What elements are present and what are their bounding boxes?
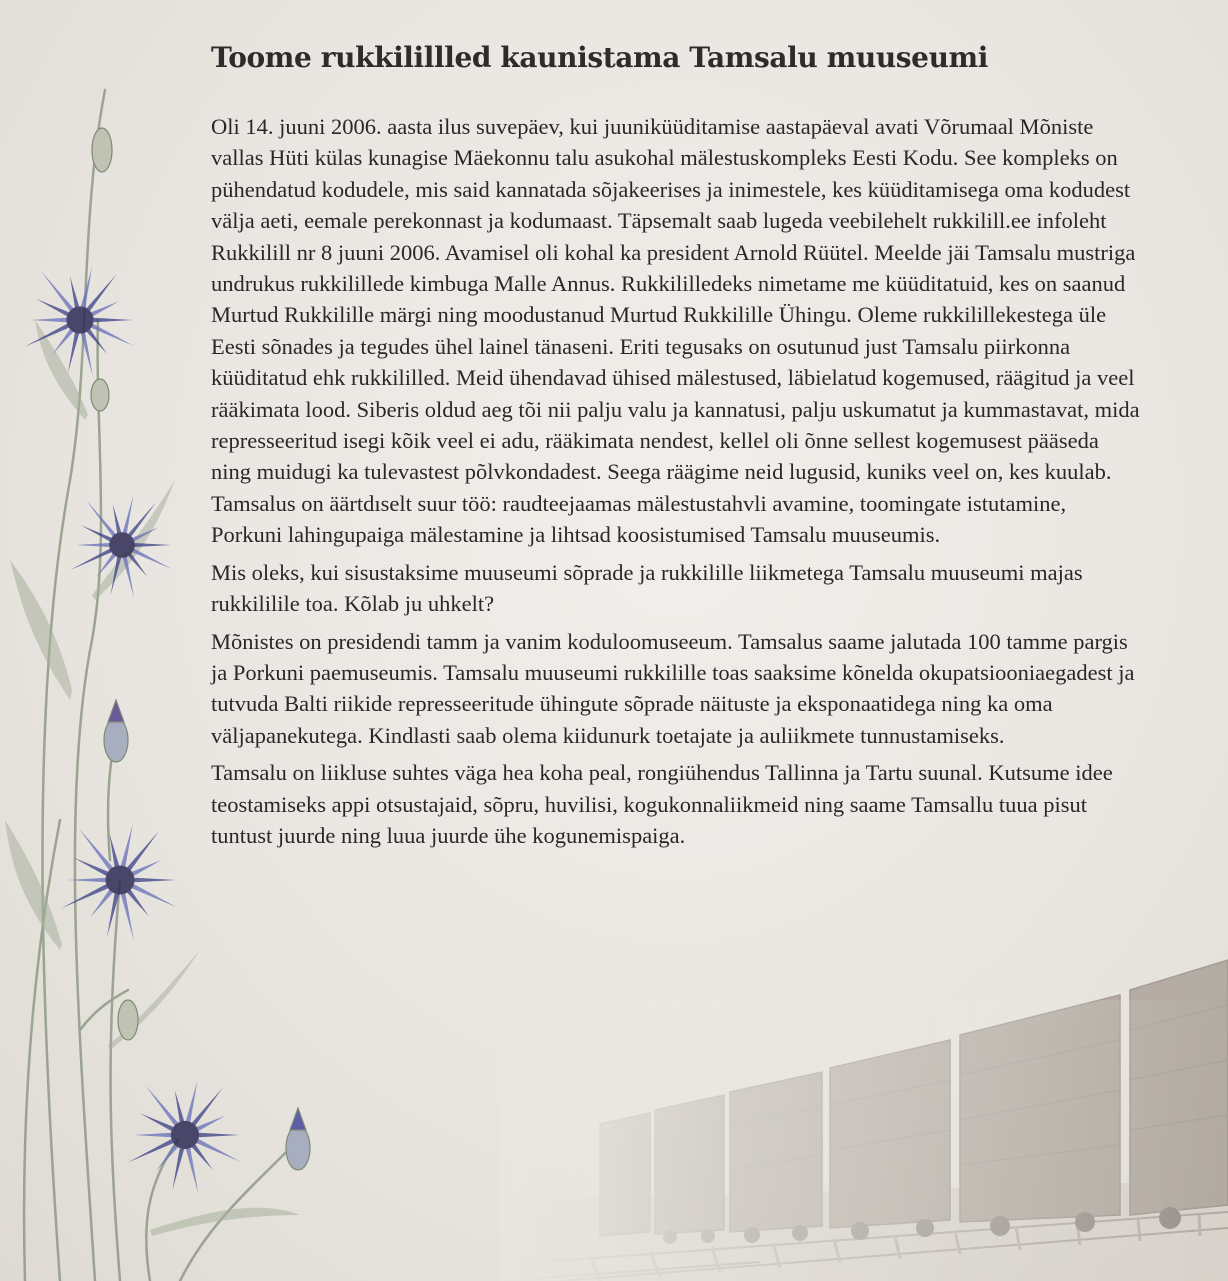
cornflower-petal bbox=[68, 878, 106, 883]
cornflower-petal bbox=[31, 318, 67, 322]
cornflower-head-1 bbox=[25, 267, 134, 377]
cornflower-petal bbox=[121, 824, 133, 867]
cornflower-center bbox=[106, 866, 135, 895]
article-paragraph-2: Mis oleks, kui sisustaksime muuseumi sõprade ja rukkilille liikmetega Tamsalu muuseumi majas rukkililile toa. Kõlab ju uhkelt? bbox=[211, 559, 1083, 617]
cornflower-center bbox=[171, 1121, 199, 1149]
cornflower-petal bbox=[70, 276, 79, 307]
cornflower-petal bbox=[68, 333, 79, 374]
cornflower-head-3 bbox=[61, 824, 177, 941]
article-paragraph-4: Tamsalu on liikluse suhtes väga hea koha peal, rongiühendus Tallinna ja Tartu suunal. Kutsume idee teostamiseks appi otsustajaid, sõpru, huvilisi, kogukonnaliikmeid ning saame Tamsallu tuua pisut tuntust juurde ning luua juurde ühe kogunemispaiga. bbox=[211, 760, 1113, 848]
cornflower-center bbox=[109, 532, 135, 558]
cornflower-petal bbox=[76, 543, 109, 547]
cornflower-petal bbox=[172, 1148, 184, 1190]
article-title: Toome rukkilillled kaunistama Tamsalu muuseumi bbox=[211, 41, 989, 74]
cornflower-petal bbox=[42, 272, 74, 311]
cornflower-petal bbox=[123, 496, 134, 534]
cornflower-petal bbox=[135, 543, 172, 547]
cornflower-head-4 bbox=[128, 1080, 241, 1193]
cornflower-petal bbox=[121, 894, 134, 941]
cornflower-petal bbox=[192, 1088, 223, 1126]
train-illustration bbox=[500, 960, 1228, 1281]
cornflower-petal bbox=[87, 274, 117, 311]
cornflower-petal bbox=[186, 1148, 198, 1193]
article-paragraph-3: Mõnistes on presidendi tamm ja vanim koduloomuseeum. Tamsalus saame jalutada 100 tamme pargis ja Porkuni paemuseumis. Tamsalu muuseumi rukkilille toas saaksime kõnelda okupatsiooniaegadest ja tutvuda Balti riikide represseeritude ühingute sõprade näituste ja eksponaatidega ning ka oma väljapanekutega. Kindlasti saab olema kiidunurk toetajate ja auliikmete tunnustamiseks. bbox=[211, 628, 1135, 748]
cornflower-petal bbox=[197, 1116, 226, 1131]
cornflower-petal bbox=[199, 1133, 240, 1137]
article-paragraph-1: Oli 14. juuni 2006. aasta ilus suvepäev, kui juuniküüditamise aastapäeval avati Võrumaal Mõniste vallas Hüti külas kunagise Mäekonnu talu asukohal mälestuskompleks Eesti Kodu. See kompleks on pühendatud kodudele, mis said kannatada sõjakeerises ja inimestele, kes küüditamisega oma kodudest välja aeti, eemale perekonnast ja kodumaast. Täpsemalt saab lugeda veebilehelt rukkilill.ee infoleht Rukkilill nr 8 juuni 2006. Avamisel oli kohal ka president Arnold Rüütel. Meelde jäi Tamsalu mustriga undrukus rukkilillede kimbuga Malle Annus. Rukkililledeks nimetame me küüditatuid, kes on saanud Murtud Rukkilille märgi ning moodustanud Murtud Rukkilille Ühingu. Oleme rukkilillekestega üle Eesti sõnades ja tegudes ühel lainel tänaseni. Eriti tegusaks on osutunud just Tamsalu piirkonna küüditatud ehk rukkililled. Meid ühendavad ühised mälestused, läbielatud kogemused, räägitud ja veel rääkimata lood. Siberis oldud aeg tõi nii palju valu ja kannatusi, palju uskumatut ja kummastavat, mida represseeritud isegi kõik veel ei adu, rääkimata nendest, kellel oli õnne sellest kogemusest pääseda ning muidugi ka tulevastest põlvkondadest. Seega räägime neid lugusid, kuniks veel on, kes kuulab. Tamsalus on äärtdıselt suur töö: raudteejaamas mälestustahvli avamine, toomingate istutamine, Porkuni lahingupaiga mälestamine ja lihtsad koosistumised Tamsalu muuseumis. bbox=[211, 114, 1140, 548]
cornflower-petal bbox=[145, 1085, 178, 1125]
cornflower-petal bbox=[175, 1090, 184, 1122]
cornflower-petal bbox=[134, 1133, 171, 1137]
cornflower-blossoms bbox=[25, 267, 241, 1193]
cornflower-petal bbox=[127, 831, 159, 870]
cornflower-petal bbox=[94, 318, 133, 322]
article bbox=[211, 40, 1141, 857]
cornflower-petal bbox=[113, 504, 122, 533]
cornflower-petal bbox=[186, 1080, 198, 1122]
cornflower-center bbox=[66, 306, 93, 333]
cornflower-petal bbox=[109, 834, 119, 867]
cornflower-petal bbox=[134, 878, 176, 883]
